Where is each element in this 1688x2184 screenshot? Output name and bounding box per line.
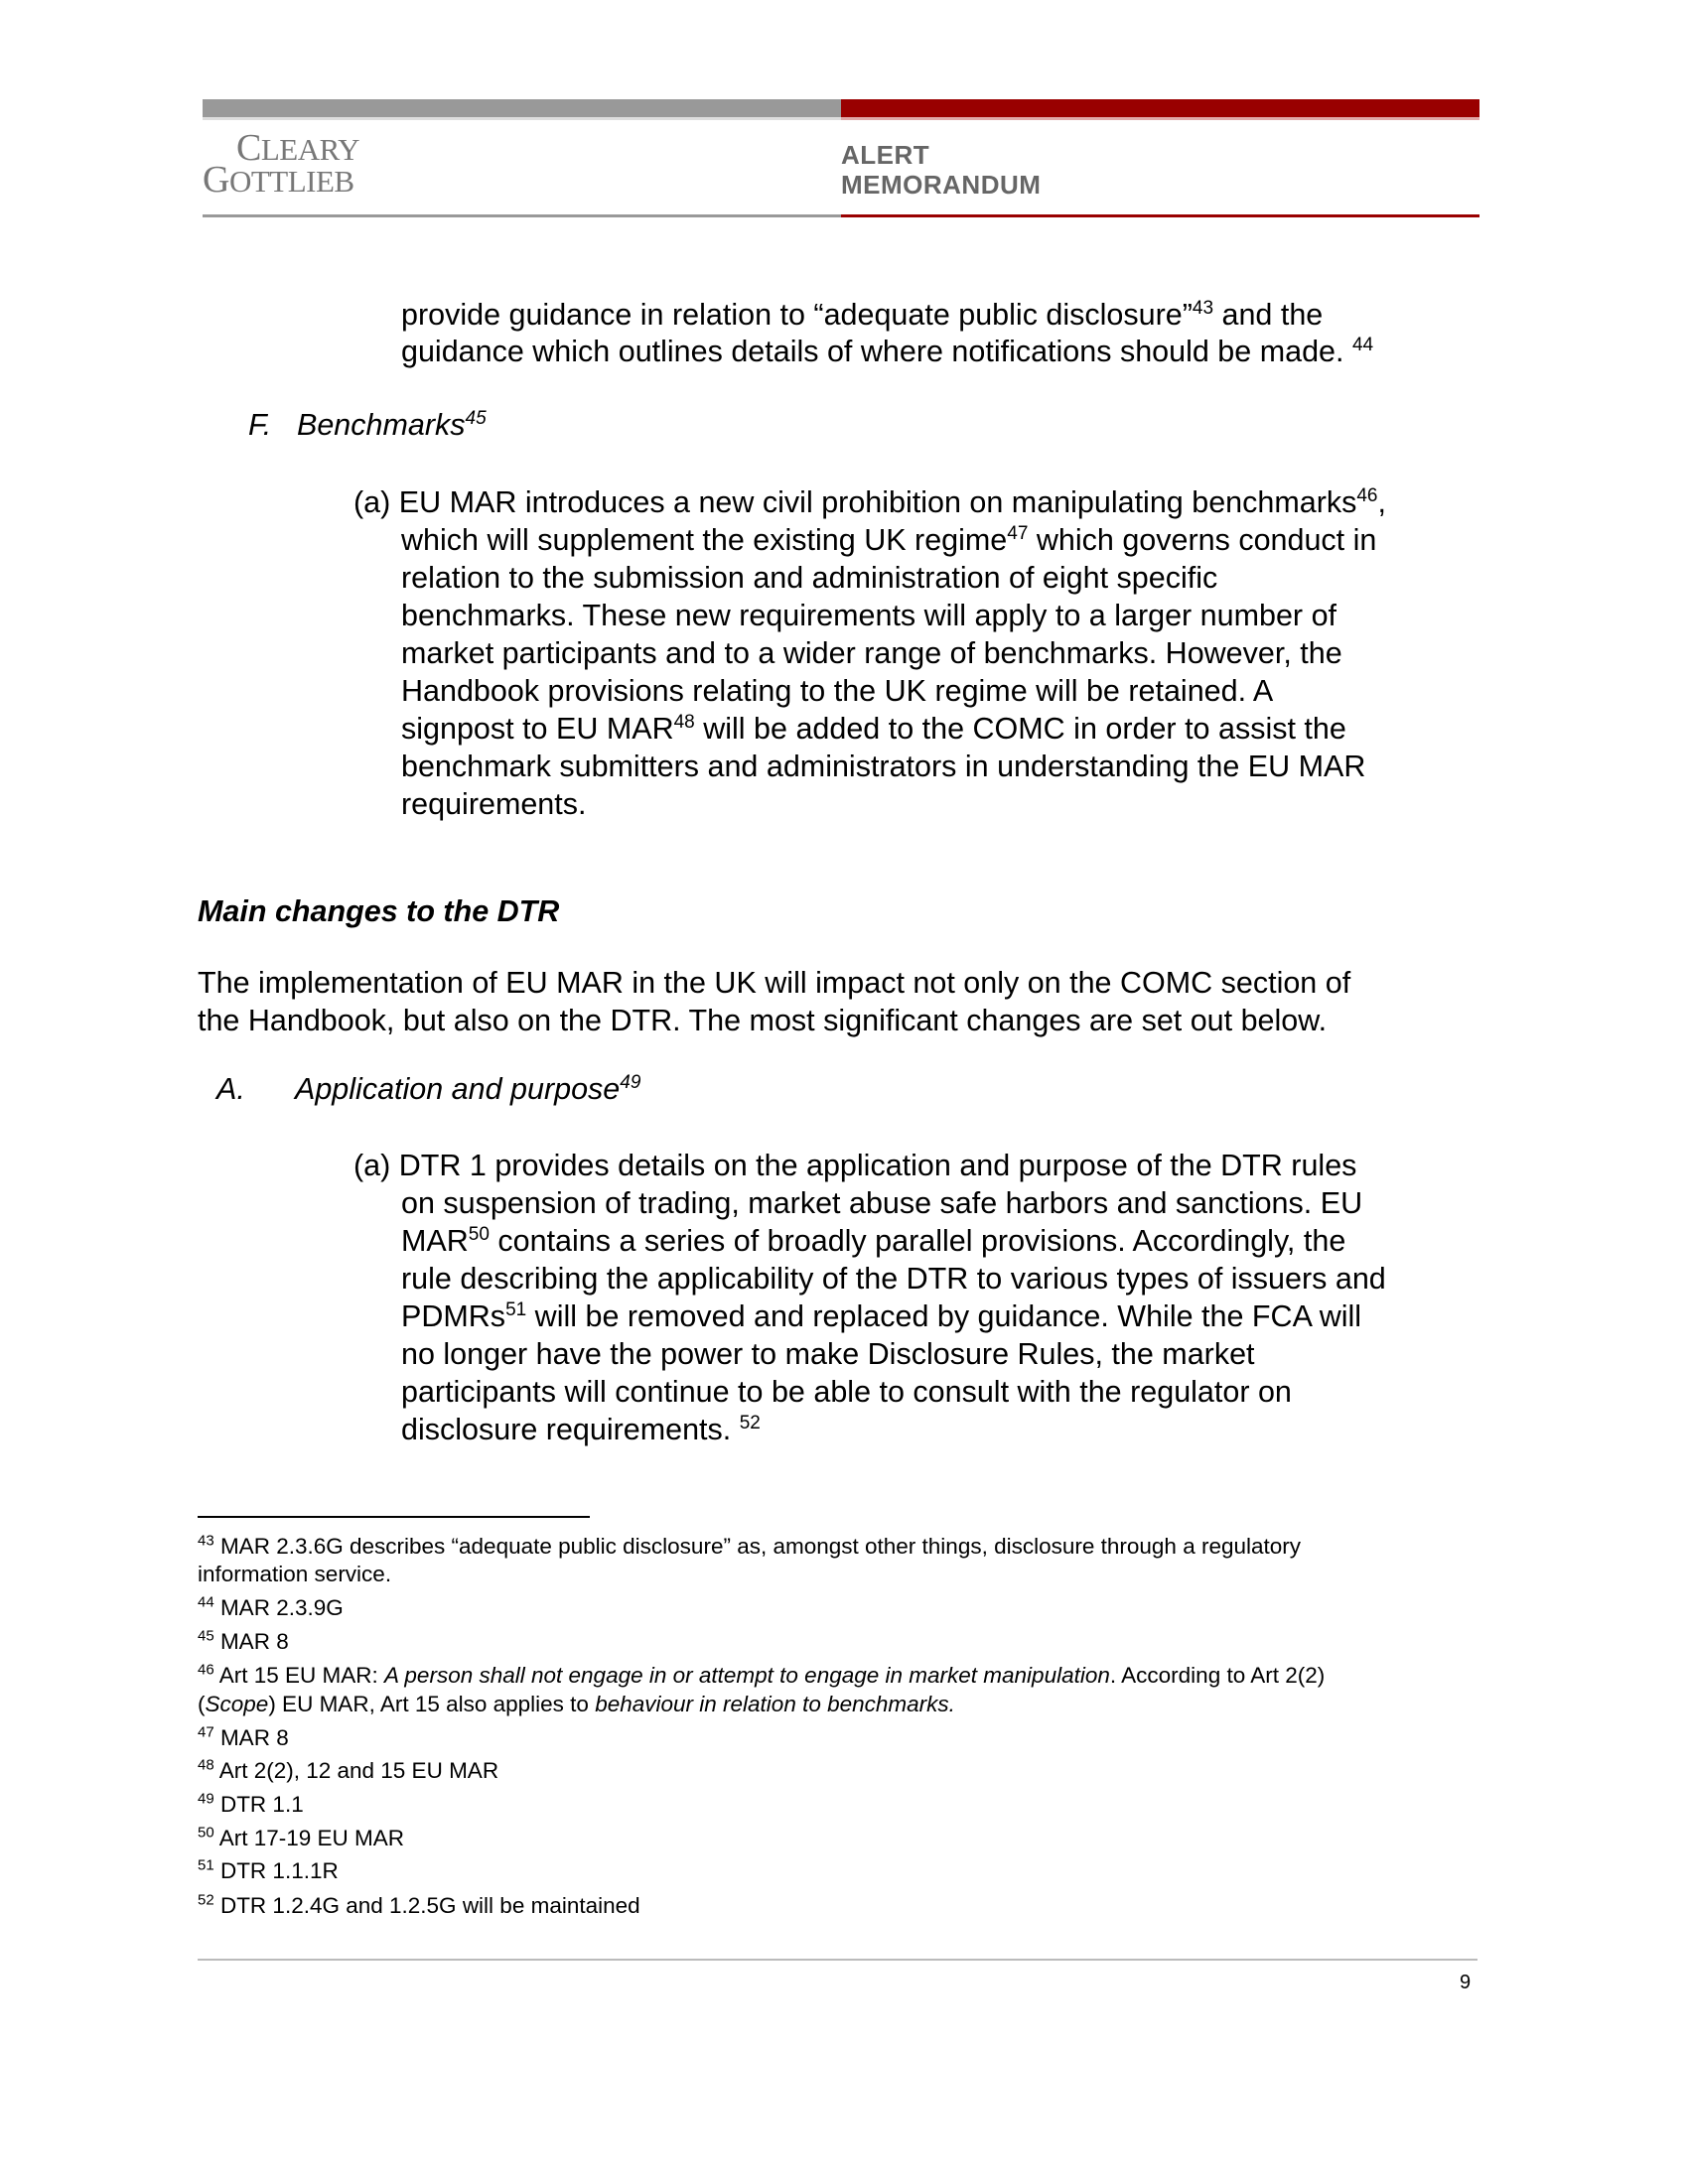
- footnote-reference: 44: [198, 1593, 214, 1611]
- text-line: [401, 710, 1346, 748]
- text-run: Art 2(2), 12 and 15 EU MAR: [213, 1758, 499, 1783]
- footnote-line: [198, 1723, 289, 1753]
- text-run: guidance which outlines details of where notifications should be made.: [401, 335, 1352, 368]
- text-run: MAR 8: [213, 1629, 289, 1654]
- footnote-separator: [198, 1516, 590, 1518]
- text-run: Application and purpose: [295, 1072, 621, 1106]
- header-divider-red: [841, 214, 1479, 217]
- footer-divider: [198, 1959, 1477, 1961]
- text-run: will be removed and replaced by guidance. While the FCA will: [526, 1299, 1362, 1333]
- text-line: [401, 1184, 1362, 1222]
- page-number: 9: [1460, 1972, 1472, 1993]
- text-line: [353, 483, 1386, 521]
- text-run: market participants and to a wider range of benchmarks. However, the: [401, 636, 1342, 670]
- text-line: [198, 964, 1350, 1002]
- footnote-reference: 52: [198, 1891, 214, 1909]
- text-line: [216, 1070, 245, 1108]
- text-line: [401, 1373, 1292, 1411]
- text-run: F.: [248, 408, 272, 442]
- text-run: . According to Art 2(2): [1109, 1663, 1326, 1688]
- text-run: Benchmarks: [297, 408, 466, 442]
- text-line: [295, 1070, 640, 1108]
- header-bar-red: [841, 99, 1479, 117]
- text-line: [401, 1335, 1255, 1373]
- text-run: (: [198, 1692, 206, 1716]
- text-run: provide guidance in relation to “adequate public disclosure”: [401, 298, 1193, 332]
- text-line: [401, 634, 1342, 672]
- footnote-reference: 51: [198, 1856, 214, 1874]
- footnote-line: [198, 1627, 289, 1657]
- memo-title: [841, 140, 1041, 200]
- footnote-reference: 48: [198, 1756, 214, 1774]
- text-run: Art 15 EU MAR:: [213, 1663, 384, 1688]
- footnote-line: [198, 1824, 404, 1853]
- footnote-reference: 50: [468, 1223, 490, 1245]
- text-run: A.: [216, 1072, 245, 1106]
- header-bar-red-shadow: [841, 117, 1479, 120]
- text-run: and the: [1213, 298, 1324, 332]
- text-run: A person shall not engage in or attempt to engage in market manipulation: [384, 1663, 1110, 1688]
- memo-title-line1: ALERT: [841, 140, 930, 170]
- footnote-reference: 49: [198, 1790, 214, 1808]
- text-run: disclosure requirements.: [401, 1413, 740, 1446]
- text-run: (a) DTR 1 provides details on the application and purpose of the DTR rules: [353, 1149, 1357, 1182]
- text-run: no longer have the power to make Disclosure Rules, the market: [401, 1337, 1255, 1371]
- text-line: [198, 892, 559, 930]
- text-line: [401, 333, 1373, 370]
- text-run: (a) EU MAR introduces a new civil prohibition on manipulating benchmarks: [353, 485, 1357, 519]
- text-run: DTR 1.2.4G and 1.2.5G will be maintained: [213, 1893, 640, 1918]
- footnote-reference: 50: [198, 1824, 214, 1842]
- text-line: [401, 1260, 1386, 1297]
- footnote-reference: 51: [505, 1298, 527, 1320]
- text-run: participants will continue to be able to consult with the regulator on: [401, 1375, 1292, 1409]
- text-run: Main changes to the DTR: [198, 894, 560, 928]
- text-run: which governs conduct in: [1028, 523, 1377, 557]
- footnote-line: [198, 1593, 344, 1623]
- text-line: [297, 406, 487, 444]
- footnote-reference: 44: [1351, 334, 1374, 355]
- cleary-gottlieb-logo: [203, 127, 359, 201]
- text-run: requirements.: [401, 787, 587, 821]
- logo-line2: GOTTLIEB: [203, 159, 354, 201]
- text-line: [401, 559, 1217, 597]
- footnote-reference: 45: [465, 407, 487, 429]
- text-run: DTR 1.1: [213, 1792, 304, 1817]
- footnote-line: [198, 1661, 1325, 1691]
- footnote-line: [198, 1532, 1301, 1562]
- text-line: [401, 597, 1336, 634]
- footnote-reference: 48: [673, 711, 695, 733]
- text-run: Scope: [205, 1692, 269, 1716]
- text-line: [401, 1411, 761, 1448]
- text-run: The implementation of EU MAR in the UK will impact not only on the COMC section of: [198, 966, 1351, 1000]
- text-run: on suspension of trading, market abuse safe harbors and sanctions. EU: [401, 1186, 1363, 1220]
- text-run: rule describing the applicability of the DTR to various types of issuers and: [401, 1262, 1386, 1296]
- footnote-reference: 46: [198, 1661, 214, 1679]
- text-run: ) EU MAR, Art 15 also applies to: [268, 1692, 596, 1716]
- text-run: MAR 8: [213, 1725, 289, 1750]
- text-run: MAR: [401, 1224, 469, 1258]
- text-run: relation to the submission and administration of eight specific: [401, 561, 1218, 595]
- logo-line1: CLEARY: [236, 127, 359, 169]
- text-run: Handbook provisions relating to the UK regime will be retained. A: [401, 674, 1274, 708]
- text-run: ,: [1377, 485, 1386, 519]
- text-line: [353, 1147, 1356, 1184]
- text-run: benchmarks. These new requirements will apply to a larger number of: [401, 599, 1337, 632]
- text-line: [401, 521, 1376, 559]
- footnote-reference: 52: [739, 1412, 761, 1433]
- footnote-line: [198, 1891, 640, 1921]
- footnote-reference: 47: [198, 1723, 214, 1741]
- text-line: [198, 1002, 1327, 1039]
- text-run: which will supplement the existing UK regime: [401, 523, 1008, 557]
- footnote-line: [198, 1756, 498, 1786]
- footnote-reference: 46: [1356, 484, 1378, 506]
- text-line: [401, 672, 1273, 710]
- memo-title-line2: MEMORANDUM: [841, 170, 1042, 200]
- text-line: [248, 406, 271, 444]
- text-run: DTR 1.1.1R: [213, 1858, 339, 1883]
- footnote-line: [198, 1790, 304, 1820]
- footnote-reference: 49: [620, 1071, 641, 1093]
- header-bar-gray: [203, 99, 841, 117]
- text-line: [401, 748, 1365, 785]
- text-line: [401, 785, 586, 823]
- text-line: [401, 296, 1323, 334]
- footnote-line: [198, 1560, 391, 1589]
- text-run: Art 17-19 EU MAR: [213, 1826, 405, 1850]
- text-run: MAR 2.3.6G describes “adequate public disclosure” as, amongst other things, disclosure through a regulatory: [213, 1534, 1302, 1559]
- text-run: information service.: [198, 1562, 392, 1586]
- footnote-line: [198, 1856, 339, 1886]
- header-bar-gray-shadow: [203, 117, 841, 120]
- text-run: signpost to EU MAR: [401, 712, 674, 746]
- text-run: benchmark submitters and administrators in understanding the EU MAR: [401, 750, 1366, 783]
- text-run: PDMRs: [401, 1299, 506, 1333]
- header-divider-gray: [203, 214, 841, 217]
- text-run: the Handbook, but also on the DTR. The most significant changes are set out below.: [198, 1004, 1328, 1037]
- footnote-reference: 47: [1007, 522, 1029, 544]
- text-run: contains a series of broadly parallel provisions. Accordingly, the: [489, 1224, 1346, 1258]
- text-run: will be added to the COMC in order to assist the: [694, 712, 1346, 746]
- text-line: [401, 1222, 1345, 1260]
- footnote-line: [198, 1690, 955, 1719]
- footnote-reference: 43: [1192, 297, 1214, 319]
- text-run: MAR 2.3.9G: [213, 1595, 344, 1620]
- footnote-reference: 43: [198, 1532, 214, 1550]
- text-line: [401, 1297, 1361, 1335]
- text-run: behaviour in relation to benchmarks.: [595, 1692, 955, 1716]
- footnote-reference: 45: [198, 1627, 214, 1645]
